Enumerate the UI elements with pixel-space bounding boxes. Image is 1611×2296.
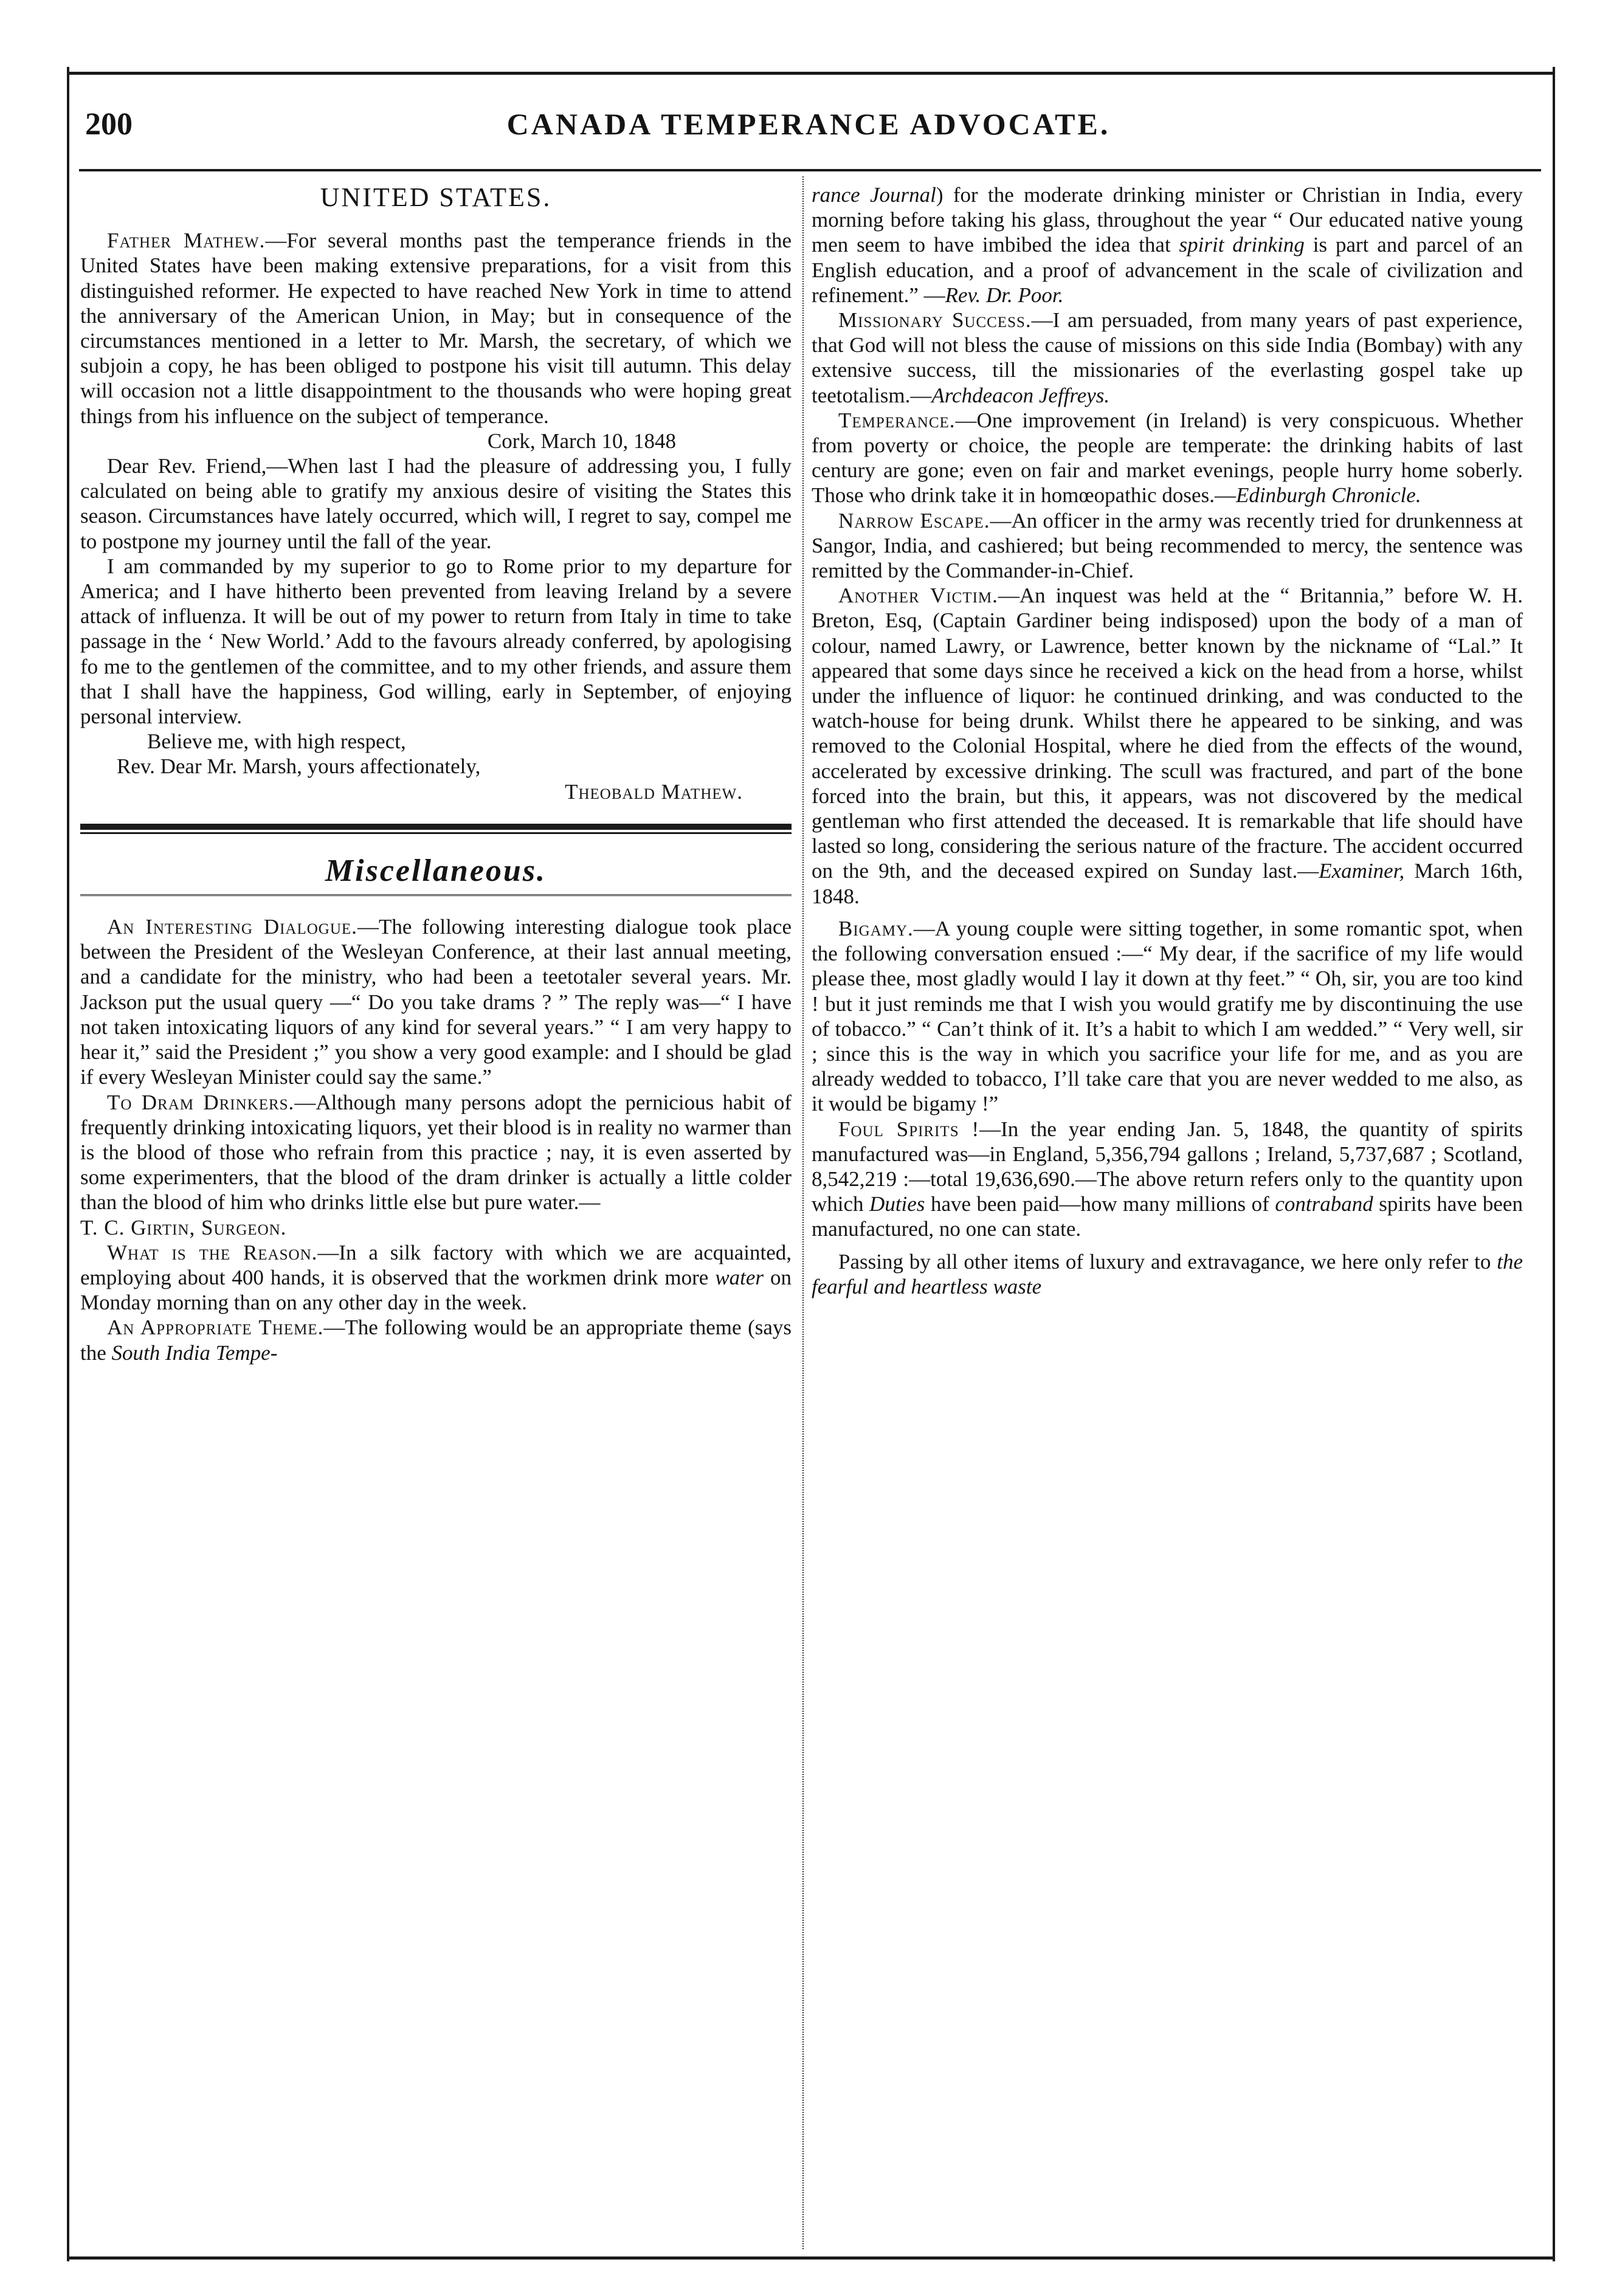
article-heading: To Dram Drinkers. — [107, 1090, 295, 1114]
article-heading: Bigamy. — [838, 916, 914, 940]
article-attribution: Edinburgh Chronicle. — [1235, 483, 1421, 508]
article-body: —An inquest was held at the “ Britannia,” before W. H. Breton, Esq, (Captain Gardiner being indisposed) upon the body of a man of colour, named Lawry, or Lawrence, better known by the nickname of “Lal.” It appeared that some days since he received a kick on the head from a horse, whilst under the influence of liquor: he continued drinking, and was conducted to the watch-house for being drunk. Whilst there he appeared to be sinking, and was removed to the Colonial Hospital, where he died from the effects of the wound, accelerated by excessive drinking. The scull was fractured, and part of the bone forced into the brain, but this, it appears, was not discovered by the medical gentleman who first attended the deceased. It is remarkable that life should have lasted so long, considering the serious nature of the fracture. The accident occurred on the 9th, and the deceased expired on Sunday last.— — [812, 584, 1523, 883]
article-foul-spirits — [812, 1117, 1523, 1242]
article-body: —The following would be an appropriate theme (says the — [80, 1315, 792, 1365]
article-attribution: Rev. Dr. Poor. — [945, 283, 1064, 307]
article-body: —A young couple were sitting together, in some romantic spot, when the following conversation ensued :—“ My dear, if the sacrifice of my life would please thee, most gladly would I lay it down at thy feet.” “ Oh, sir, you are too kind ! but it just reminds me that I wish you would gratify me by discontinuing the use of tobacco.” “ Can’t think of it. It’s a habit to which I am wedded.” “ Very well, sir ; since this is the way in which you sacrifice your life for me, and as you are already wedded to tobacco, I’ll take care that you are never wedded to me also, as it would be bigamy !” — [812, 916, 1523, 1116]
article-emphasis: water — [715, 1265, 764, 1289]
article-body: —For several months past the temperance friends in the United States have been making extensive preparations, for a visit from this distinguished reformer. He expected to have reached New York in time to attend the anniversary of the American Union, in May; but in consequence of the circumstances mentioned in a letter to Mr. Marsh, the secretary, of which we subjoin a copy, he has been obliged to postpone his visit till autumn. This delay will occasion not a little disappointment to the thousands who were hoping great things from his influence on the subject of temperance. — [80, 229, 792, 428]
article-appropriate-theme — [80, 1315, 792, 1365]
article-body: March 16th, 1848. — [812, 859, 1523, 908]
article-body: —One improvement (in Ireland) is very conspicuous. Whether from poverty or choice, the people are temperate: the drinking habits of last century are gone; even on fair and market evenings, people hurry home soberly. Those who drink take it in homœopathic doses.— — [812, 408, 1523, 508]
article-body: —An officer in the army was recently tried for drunkenness at Sangor, India, and cashiered; but being recommended to mercy, the sentence was remitted by the Commander-in-Chief. — [812, 508, 1523, 583]
article-heading: Temperance. — [838, 408, 956, 432]
letter-dateline: Cork, March 10, 1848 — [487, 429, 676, 453]
bottom-border-rule — [67, 2256, 1553, 2260]
signoff-signature: Theobald Mathew. — [565, 779, 743, 804]
article-what-is-the-reason — [80, 1240, 792, 1315]
article-body: Passing by all other items of luxury and extravagance, we here only refer to — [838, 1249, 1497, 1274]
article-emphasis: the fearful and heartless waste — [812, 1249, 1523, 1298]
article-father-mathew — [80, 228, 792, 429]
article-heading: What is the Reason. — [107, 1240, 318, 1264]
signoff-line: Rev. Dear Mr. Marsh, yours affectionately, — [117, 754, 481, 779]
running-title: CANADA TEMPERANCE ADVOCATE. — [506, 107, 1111, 141]
article-attribution: Archdeacon Jeffreys. — [931, 383, 1110, 407]
section-title-united-states: UNITED STATES. — [320, 182, 552, 212]
article-emphasis: South India Tempe- — [111, 1340, 278, 1365]
left-column — [80, 182, 792, 2240]
article-body: on Monday morning than on any other day in the week. — [80, 1265, 792, 1315]
article-emphasis: rance Journal — [812, 183, 936, 207]
letter-paragraph: Dear Rev. Friend,—When last I had the pleasure of addressing you, I fully calculated on being able to gratify my anxious desire of visiting the States this season. Circumstances have lately occurred, which will, I regret to say, compel me to postpone my journey until the fall of the year. — [80, 454, 792, 553]
article-body: —In a silk factory with which we are acquainted, employing about 400 hands, it is observed that the workmen drink more — [80, 1240, 792, 1289]
article-body: —In the year ending Jan. 5, 1848, the quantity of spirits manufactured was—in England, 5,356,794 gallons ; Ireland, 5,737,687 ; Scotland, 8,542,219 :—total 19,636,690.—The above return refers only to the quantity upon which — [812, 1117, 1523, 1216]
article-body: —Although many persons adopt the pernicious habit of frequently drinking intoxicating liquors, yet their blood is in reality no warmer than is the blood of those who refrain from this practice ; nay, it is even asserted by some experimenters, that the blood of the dram drinker is actually a little colder than the blood of him who drinks little else but pure water.— — [80, 1090, 792, 1215]
article-narrow-escape — [812, 508, 1523, 584]
article-body: ) for the moderate drinking minister or Christian in India, every morning before taking his glass, throughout the year “ Our educated native young men seem to have imbibed the idea that — [812, 183, 1523, 257]
letter-signoff — [80, 729, 792, 804]
article-heading: An Interesting Dialogue. — [107, 915, 357, 939]
article-signature — [80, 1215, 792, 1240]
section-title-miscellaneous: Miscellaneous. — [325, 853, 547, 888]
article-heading: An Appropriate Theme. — [107, 1315, 324, 1340]
article-body: —The following interesting dialogue took place between the President of the Wesleyan Conference, at their last annual meeting, and a candidate for the ministry, who had been a teetotaler several years. Mr. Jackson put the usual query —“ Do you take drams ? ” The reply was—“ I have not taken intoxicating liquors of any kind for several years.” “ I am very happy to hear it,” said the President ;” you show a very good example: and I should be glad if every Wesleyan Minister could say the same.” — [80, 915, 792, 1089]
article-heading: Narrow Escape. — [838, 508, 990, 533]
section-rule-thin — [80, 832, 792, 834]
letter-paragraph: I am commanded by my superior to go to Rome prior to my departure for America; and I have hitherto been prevented from leaving Ireland by a severe attack of influenza. It will be out of my power to return from Italy in time to take passage in the ‘ New World.’ Add to the favours already conferred, by apologising fo me to the gentlemen of the committee, and to my other friends, and assure them that I shall have the happiness, God willing, early in September, of enjoying personal interview. — [80, 554, 792, 729]
article-passing-by — [812, 1249, 1523, 1299]
signature-text: T. C. Girtin, Surgeon. — [80, 1215, 287, 1239]
top-border-rule — [67, 72, 1553, 75]
signoff-line: Believe me, with high respect, — [147, 729, 406, 754]
article-emphasis: contraband — [1275, 1192, 1373, 1216]
header-rule — [79, 169, 1541, 171]
article-heading: Missionary Success. — [838, 308, 1032, 333]
right-column — [812, 182, 1523, 2240]
article-temperance — [812, 408, 1523, 508]
article-missionary-success — [812, 308, 1523, 408]
article-continuation — [812, 182, 1523, 308]
article-body: have been paid—how many millions of — [925, 1192, 1275, 1216]
article-bigamy — [812, 916, 1523, 1117]
article-another-victim — [812, 583, 1523, 909]
article-attribution: Examiner, — [1319, 859, 1405, 883]
article-heading: Another Victim. — [838, 584, 998, 608]
article-interesting-dialogue — [80, 914, 792, 1089]
article-emphasis: Duties — [869, 1192, 925, 1216]
column-divider — [802, 176, 804, 2249]
page-number: 200 — [85, 107, 133, 142]
article-heading: Foul Spirits ! — [838, 1117, 980, 1141]
article-emphasis: spirit drinking — [1179, 233, 1305, 257]
article-body: is part and parcel of an English education, and a proof of advancement in the scale of civilization and refinement.” — — [812, 233, 1523, 307]
page-header — [79, 106, 1538, 155]
section-rule — [80, 824, 792, 830]
article-dram-drinkers — [80, 1090, 792, 1215]
article-body: spirits have been manufactured, no one can state. — [812, 1192, 1523, 1241]
article-heading: Father Mathew. — [107, 229, 266, 253]
article-body: —I am persuaded, from many years of past experience, that God will not bless the cause of missions on this side India (Bombay) with any extensive success, till the missionaries of the everlasting gospel take up teetotalism.— — [812, 308, 1523, 407]
section-rule-double — [80, 894, 792, 896]
